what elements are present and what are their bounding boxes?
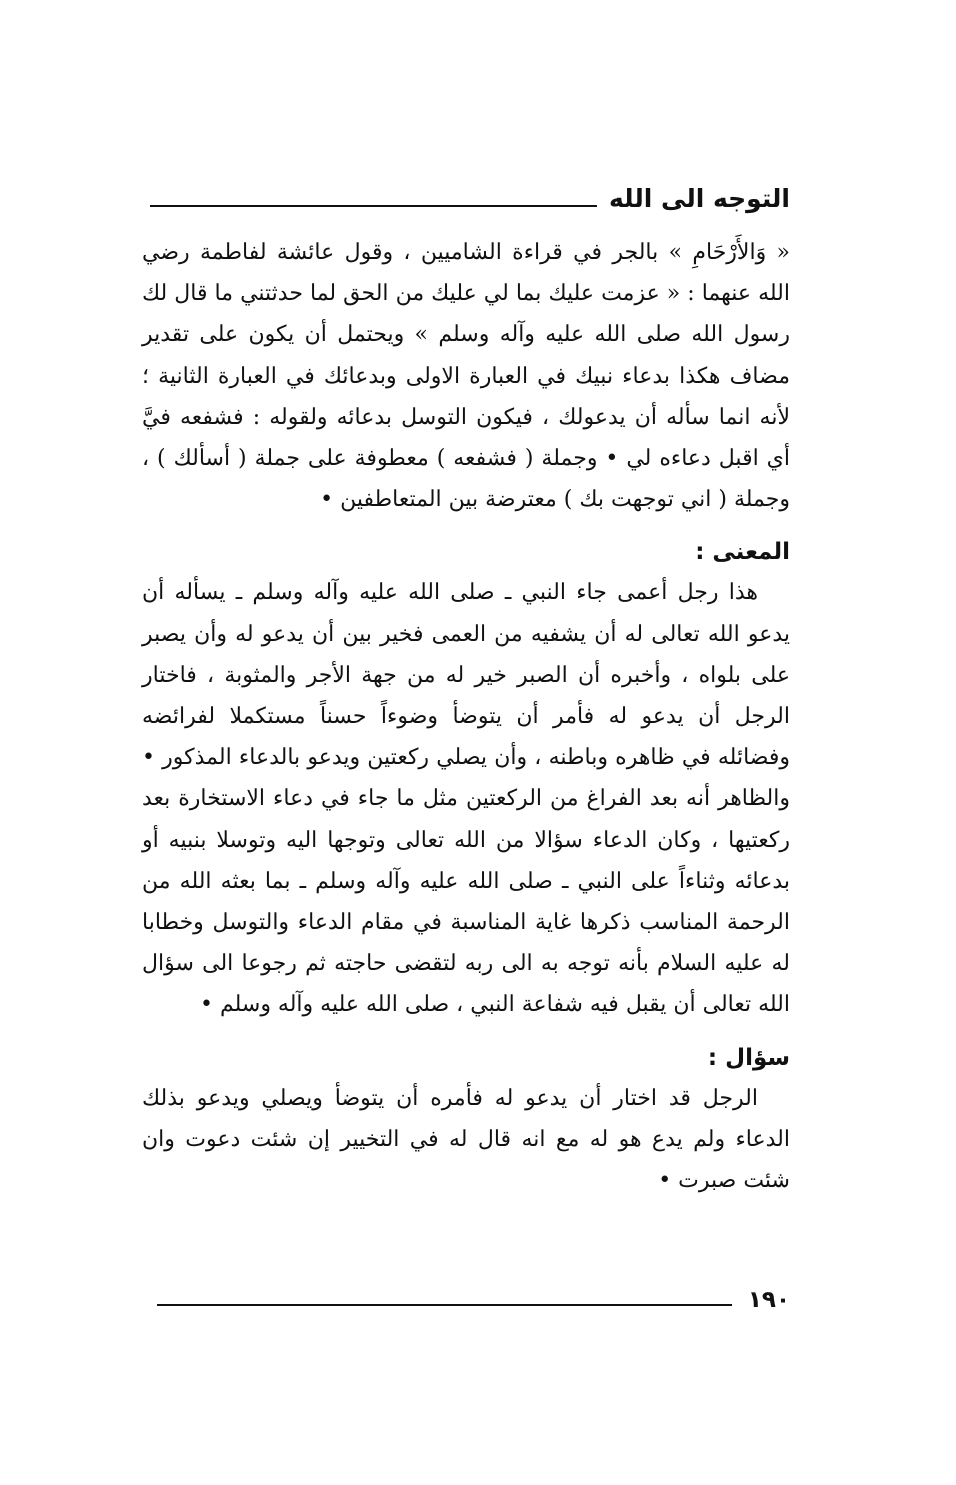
page-footer — [150, 1280, 790, 1314]
body-text — [142, 232, 790, 1201]
paragraph-2: هذا رجل أعمى جاء النبي ـ صلى الله عليه وآله وسلم ـ يسأله أن يدعو الله تعالى له أن يشفيه من العمى فخير بين أن يدعو له وأن يصبر على بلواه ، وأخبره أن الصبر خير له من جهة الأجر والمثوبة ، فاختار الرجل أن يدعو له فأمر أن يتوضأ وضوءاً حسناً مستكملا لفرائضه وفضائله في ظاهره وباطنه ، وأن يصلي ركعتين ويدعو بالدعاء المذكور • والظاهر أنه بعد الفراغ من الركعتين مثل ما جاء في دعاء الاستخارة بعد ركعتيها ، وكان الدعاء سؤالا من الله تعالى وتوجها اليه وتوسلا بنبيه أو بدعائه وثناءاً على النبي ـ صلى الله عليه وآله وسلم ـ بما بعثه الله من الرحمة المناسب ذكرها غاية المناسبة في مقام الدعاء والتوسل وخطابا له عليه السلام بأنه توجه به الى ربه لتقضى حاجته ثم رجوعا الى سؤال الله تعالى أن يقبل فيه شفاعة النبي ، صلى الله عليه وآله وسلم • — [142, 580, 790, 1018]
page-number: ١٩٠ — [747, 1287, 790, 1313]
section-heading-meaning: المعنى : — [695, 539, 790, 566]
header-rule — [150, 205, 597, 207]
footer-rule — [157, 1304, 732, 1306]
running-header-title: التوجه الى الله — [609, 184, 790, 213]
paragraph-1: « وَالأَرْحَامِ » بالجر في قراءة الشاميين ، وقول عائشة لفاطمة رضي الله عنهما : « عزمت عليك بما لي عليك من الحق لما حدثتني ما قال لك رسول الله صلى الله عليه وآله وسلم » ويحتمل أن يكون على تقدير مضاف هكذا بدعاء نبيك في العبارة الاولى وبدعائك في العبارة الثانية ؛ لأنه انما سأله أن يدعولك ، فيكون التوسل بدعائه ولقوله : فشفعه فيَّ أي اقبل دعاءه لي • وجملة ( فشفعه ) معطوفة على جملة ( أسألك ) ، وجملة ( اني توجهت بك ) معترضة بين المتعاطفين • — [142, 240, 790, 513]
running-header — [150, 175, 790, 215]
paragraph-3: الرجل قد اختار أن يدعو له فأمره أن يتوضأ ويصلي ويدعو بذلك الدعاء ولم يدع هو له مع انه قال له في التخيير إن شئت دعوت وان شئت صبرت • — [142, 1085, 790, 1194]
section-heading-question: سؤال : — [707, 1044, 790, 1071]
